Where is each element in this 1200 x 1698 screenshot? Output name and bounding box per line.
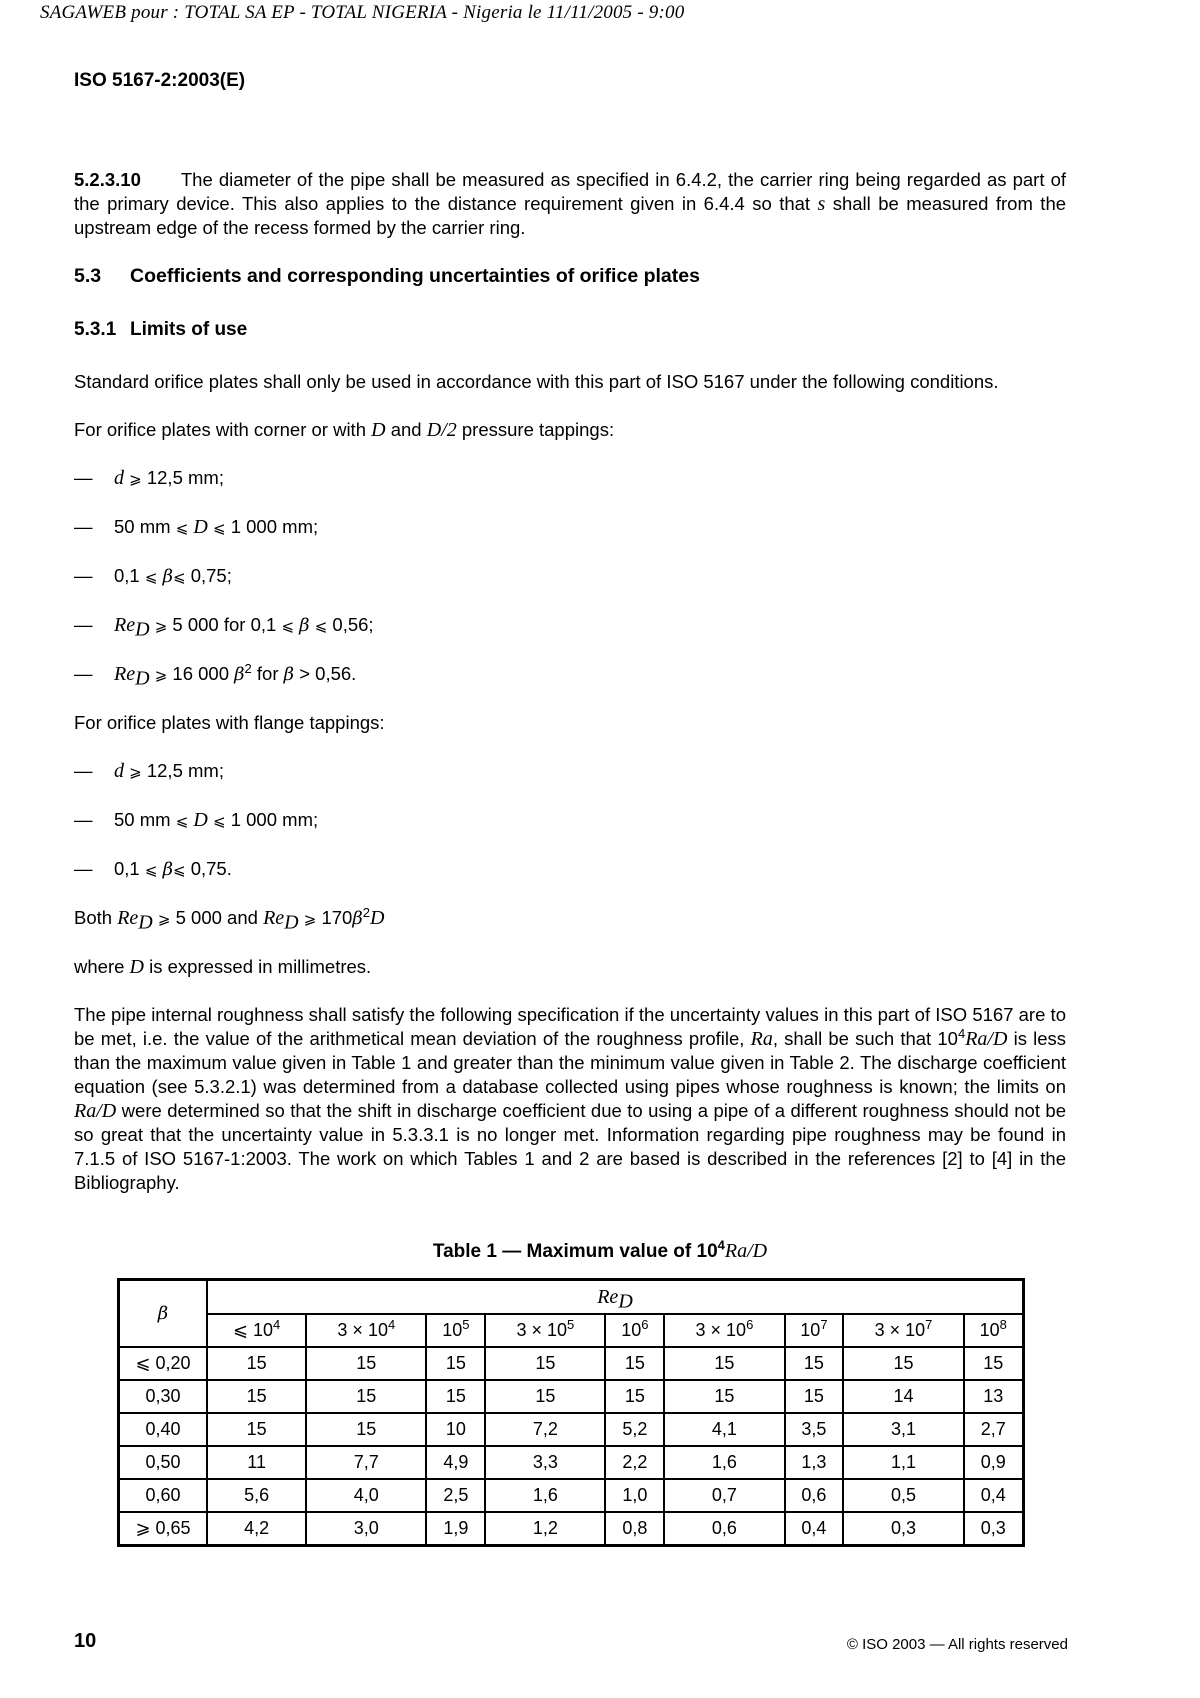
section-heading-5-3 xyxy=(74,264,1066,288)
re-value-base: ⩽ 10 xyxy=(232,1320,274,1340)
symbol-Ra: Ra xyxy=(750,1028,773,1050)
table-title-sup: 4 xyxy=(717,1237,725,1253)
value-cell: 1,6 xyxy=(664,1446,784,1479)
table-row xyxy=(119,1446,1024,1479)
condition-item xyxy=(74,857,1066,882)
value-cell: 7,7 xyxy=(306,1446,426,1479)
symbol-D: D xyxy=(129,956,144,978)
re-value-base: 10 xyxy=(442,1320,463,1340)
symbol-le: ⩽ xyxy=(213,812,226,830)
re-value-exponent: 6 xyxy=(746,1317,754,1332)
condition-text: for xyxy=(256,663,279,684)
superscript-2: 2 xyxy=(244,660,252,676)
where-note xyxy=(74,955,1066,979)
clause-5-2-3-10 xyxy=(74,168,1066,240)
re-value-base: 3 × 10 xyxy=(695,1320,747,1340)
value-cell: 14 xyxy=(843,1380,963,1413)
re-value-exponent: 5 xyxy=(462,1317,470,1332)
re-value-header xyxy=(964,1314,1024,1347)
table-row xyxy=(119,1347,1024,1380)
value-cell: 15 xyxy=(664,1380,784,1413)
re-values-header-row xyxy=(119,1314,1024,1347)
symbol-ge: ⩾ xyxy=(154,666,168,684)
dash: — xyxy=(74,760,93,781)
value-cell: 4,1 xyxy=(664,1413,784,1446)
both-value: 5 000 and xyxy=(175,907,258,928)
symbol-Re: Re xyxy=(114,614,136,636)
section-number: 5.3 xyxy=(74,265,102,287)
condition-item xyxy=(74,759,1066,784)
value-cell: 4,2 xyxy=(207,1512,306,1546)
symbol-D-half: D/2 xyxy=(426,419,457,441)
value-cell: 0,4 xyxy=(785,1512,844,1546)
roughness-text: is less than the maximum value given in Table 1 and greater than the minimum value given in Table 2. The discharge coefficient equation (see 5.3.2.1) was determined from a database collected using pipes whose roughness is known; the limits on xyxy=(74,1028,1067,1097)
value-cell: 15 xyxy=(426,1380,485,1413)
value-cell: 3,5 xyxy=(785,1413,844,1446)
beta-cell: ⩽ 0,20 xyxy=(119,1347,208,1380)
condition-value: 0,1 xyxy=(114,858,140,879)
value-cell: 11 xyxy=(207,1446,306,1479)
re-value-exponent: 8 xyxy=(999,1317,1007,1332)
roughness-text: The pipe internal roughness shall satisfy the following specification if the uncertainty values in this part of ISO 5167 are to be met, i.e. the value of the arithmetical mean deviation of the roughness profile, xyxy=(74,1004,1066,1049)
value-cell: 15 xyxy=(785,1380,844,1413)
re-column-group-header xyxy=(207,1280,1024,1315)
condition-value: 0,75; xyxy=(190,565,232,586)
value-cell: 0,6 xyxy=(664,1512,784,1546)
re-value-exponent: 7 xyxy=(925,1317,933,1332)
re-header-sub: D xyxy=(618,1290,633,1313)
table-1 xyxy=(117,1278,1025,1547)
re-value-base: 10 xyxy=(979,1320,1000,1340)
value-cell: 2,5 xyxy=(426,1479,485,1512)
re-value-exponent: 5 xyxy=(567,1317,575,1332)
value-cell: 15 xyxy=(306,1413,426,1446)
symbol-le: ⩽ xyxy=(281,617,295,635)
value-cell: 10 xyxy=(426,1413,485,1446)
roughness-text: , shall be such that 10 xyxy=(772,1028,958,1049)
value-cell: 0,9 xyxy=(964,1446,1024,1479)
value-cell: 15 xyxy=(485,1380,605,1413)
re-value-exponent: 7 xyxy=(820,1317,828,1332)
symbol-Re: Re xyxy=(117,907,139,929)
dash: — xyxy=(74,614,93,635)
dash: — xyxy=(74,467,93,488)
symbol-ge: ⩾ xyxy=(303,910,317,928)
beta-cell: 0,60 xyxy=(119,1479,208,1512)
symbol-sub-D: D xyxy=(138,911,153,934)
symbol-le: ⩽ xyxy=(175,519,189,537)
where-text: where xyxy=(74,956,125,977)
beta-header-text: β xyxy=(157,1303,169,1324)
table-row xyxy=(119,1380,1024,1413)
condition-value: 0,1 xyxy=(114,565,140,586)
symbol-ge: ⩾ xyxy=(129,470,142,488)
clause-text-b: shall be measured from the upstream edge of the recess formed by the carrier ring. xyxy=(74,193,1067,238)
value-cell: 15 xyxy=(426,1347,485,1380)
re-value-header xyxy=(426,1314,485,1347)
re-value-exponent: 4 xyxy=(387,1317,396,1332)
symbol-sub-D: D xyxy=(135,667,150,690)
symbol-RaD: Ra/D xyxy=(74,1100,117,1122)
table-1-title xyxy=(0,1237,1200,1263)
value-cell: 0,8 xyxy=(605,1512,664,1546)
symbol-sub-D: D xyxy=(284,911,299,934)
value-cell: 2,2 xyxy=(605,1446,664,1479)
re-header-text: Re xyxy=(597,1285,619,1308)
condition-value: 12,5 mm; xyxy=(146,467,224,488)
symbol-Re: Re xyxy=(263,907,285,929)
symbol-d: d xyxy=(114,467,124,489)
dash: — xyxy=(74,663,93,684)
body-content xyxy=(74,168,1066,1195)
value-cell: 1,1 xyxy=(843,1446,963,1479)
value-cell: 0,6 xyxy=(785,1479,844,1512)
condition-item xyxy=(74,808,1066,833)
value-cell: 5,2 xyxy=(605,1413,664,1446)
symbol-le: ⩽ xyxy=(144,861,158,879)
condition-value: 50 mm xyxy=(114,516,171,537)
condition-value: 0,75. xyxy=(190,858,232,879)
re-value-header xyxy=(664,1314,784,1347)
re-value-base: 3 × 10 xyxy=(516,1320,568,1340)
symbol-D: D xyxy=(193,809,208,831)
condition-value: 0,56. xyxy=(315,663,357,684)
intro-paragraph: Standard orifice plates shall only be used in accordance with this part of ISO 5167 under the following conditions. xyxy=(74,371,999,392)
value-cell: 1,2 xyxy=(485,1512,605,1546)
both-text: Both xyxy=(74,907,113,928)
value-cell: 15 xyxy=(605,1380,664,1413)
beta-cell: 0,40 xyxy=(119,1413,208,1446)
symbol-ge: ⩾ xyxy=(157,910,171,928)
symbol-beta: β xyxy=(299,615,310,636)
symbol-le: ⩽ xyxy=(213,519,226,537)
section-heading-5-3-1 xyxy=(74,318,1066,342)
value-cell: 2,7 xyxy=(964,1413,1024,1446)
value-cell: 1,3 xyxy=(785,1446,844,1479)
corner-intro-and: and xyxy=(390,419,422,440)
re-value-header xyxy=(306,1314,426,1347)
symbol-le: ⩽ xyxy=(172,861,186,879)
value-cell: 15 xyxy=(964,1347,1024,1380)
document-id: ISO 5167-2:2003(E) xyxy=(74,70,246,91)
condition-value: 16 000 xyxy=(172,663,229,684)
value-cell: 1,0 xyxy=(605,1479,664,1512)
condition-item xyxy=(74,466,1066,491)
value-cell: 15 xyxy=(485,1347,605,1380)
re-value-header xyxy=(605,1314,664,1347)
value-cell: 15 xyxy=(843,1347,963,1380)
table-body xyxy=(119,1347,1024,1546)
symbol-beta: β xyxy=(283,664,295,685)
value-cell: 15 xyxy=(207,1413,306,1446)
beta-column-header xyxy=(119,1280,208,1348)
page-number: 10 xyxy=(74,1630,97,1652)
dash: — xyxy=(74,809,93,830)
value-cell: 4,0 xyxy=(306,1479,426,1512)
where-text: is expressed in millimetres. xyxy=(149,956,372,977)
value-cell: 7,2 xyxy=(485,1413,605,1446)
value-cell: 0,3 xyxy=(964,1512,1024,1546)
roughness-text: were determined so that the shift in discharge coefficient due to using a pipe of a different roughness should not be so great that the uncertainty value in 5.3.3.1 is no longer met. Information regarding pipe roughness may be found in 7.1.5 of ISO 5167-1:2003. The work on which Tables 1 and 2 are based is described in the references [2] to [4] in the Bibliography. xyxy=(74,1100,1067,1193)
watermark: SAGAWEB pour : TOTAL SA EP - TOTAL NIGERIA - Nigeria le 11/11/2005 - 9:00 xyxy=(40,2,685,23)
value-cell: 0,4 xyxy=(964,1479,1024,1512)
re-value-header xyxy=(785,1314,844,1347)
value-cell: 3,0 xyxy=(306,1512,426,1546)
value-cell: 15 xyxy=(306,1380,426,1413)
value-cell: 15 xyxy=(605,1347,664,1380)
value-cell: 15 xyxy=(207,1380,306,1413)
subsection-title: Limits of use xyxy=(130,319,248,340)
value-cell: 13 xyxy=(964,1380,1024,1413)
value-cell: 15 xyxy=(306,1347,426,1380)
value-cell: 1,9 xyxy=(426,1512,485,1546)
value-cell: 5,6 xyxy=(207,1479,306,1512)
symbol-le: ⩽ xyxy=(175,812,189,830)
condition-value: 1 000 mm; xyxy=(230,516,319,537)
flange-intro: For orifice plates with flange tappings: xyxy=(74,712,385,733)
symbol-le: ⩽ xyxy=(144,568,158,586)
clause-number: 5.2.3.10 xyxy=(74,169,141,190)
value-cell: 3,1 xyxy=(843,1413,963,1446)
corner-intro-text-b: pressure tappings: xyxy=(461,419,615,440)
condition-item xyxy=(74,613,1066,641)
beta-cell: 0,50 xyxy=(119,1446,208,1479)
symbol-beta: β xyxy=(162,566,173,587)
symbol-D: D xyxy=(369,907,385,929)
table-row xyxy=(119,1479,1024,1512)
re-value-exponent: 4 xyxy=(273,1317,281,1332)
section-title: Coefficients and corresponding uncertainties of orifice plates xyxy=(130,265,700,287)
symbol-sub-D: D xyxy=(135,618,150,641)
copyright-notice: © ISO 2003 — All rights reserved xyxy=(846,1636,1068,1653)
table-row xyxy=(119,1512,1024,1546)
superscript-2: 2 xyxy=(362,904,370,920)
symbol-ge: ⩾ xyxy=(154,617,168,635)
dash: — xyxy=(74,516,93,537)
superscript-4: 4 xyxy=(957,1025,966,1041)
symbol-RaD: Ra/D xyxy=(965,1028,1008,1050)
beta-cell: 0,30 xyxy=(119,1380,208,1413)
condition-value: 0,56; xyxy=(332,614,374,635)
beta-cell: ⩾ 0,65 xyxy=(119,1512,208,1546)
symbol-ge: ⩾ xyxy=(129,763,142,781)
condition-value: 5 000 for 0,1 xyxy=(172,614,277,635)
symbol-s: s xyxy=(817,193,826,215)
value-cell: 15 xyxy=(785,1347,844,1380)
value-cell: 0,7 xyxy=(664,1479,784,1512)
value-cell: 15 xyxy=(207,1347,306,1380)
symbol-beta: β xyxy=(352,908,363,929)
value-cell: 0,5 xyxy=(843,1479,963,1512)
table-title-symbol: Ra/D xyxy=(724,1240,768,1262)
value-cell: 0,3 xyxy=(843,1512,963,1546)
re-value-header xyxy=(843,1314,963,1347)
re-value-exponent: 6 xyxy=(641,1317,649,1332)
re-value-base: 10 xyxy=(800,1320,821,1340)
corner-intro xyxy=(74,418,1066,442)
re-value-base: 3 × 10 xyxy=(337,1320,388,1340)
dash: — xyxy=(74,565,93,586)
condition-value: 1 000 mm; xyxy=(230,809,319,830)
condition-item xyxy=(74,660,1066,690)
condition-value: 12,5 mm; xyxy=(146,760,224,781)
symbol-le: ⩽ xyxy=(172,568,186,586)
table-title-text: Table 1 — Maximum value of 10 xyxy=(432,1241,718,1262)
re-value-header xyxy=(485,1314,605,1347)
table-row xyxy=(119,1413,1024,1446)
both-condition xyxy=(74,904,1066,934)
clause-text-a: The diameter of the pipe shall be measured as specified in 6.4.2, the carrier ring being regarded as part of the primary device. This also applies to the distance requirement given in 6.4.4 so that xyxy=(74,169,1066,214)
symbol-D: D xyxy=(193,516,208,538)
condition-item xyxy=(74,564,1066,589)
value-cell: 3,3 xyxy=(485,1446,605,1479)
symbol-beta: β xyxy=(162,859,173,880)
value-cell: 15 xyxy=(664,1347,784,1380)
subsection-number: 5.3.1 xyxy=(74,319,117,340)
value-cell: 4,9 xyxy=(426,1446,485,1479)
re-value-base: 3 × 10 xyxy=(874,1320,926,1340)
symbol-d: d xyxy=(114,760,124,782)
re-value-base: 10 xyxy=(621,1320,642,1340)
condition-item xyxy=(74,515,1066,540)
symbol-le: ⩽ xyxy=(314,617,328,635)
symbol-Re: Re xyxy=(114,663,136,685)
condition-value: 50 mm xyxy=(114,809,171,830)
symbol-beta: β xyxy=(234,664,245,685)
roughness-paragraph xyxy=(74,1003,1066,1195)
dash: — xyxy=(74,858,93,879)
symbol-D: D xyxy=(371,419,386,441)
value-cell: 1,6 xyxy=(485,1479,605,1512)
corner-intro-text-a: For orifice plates with corner or with xyxy=(74,419,366,440)
symbol-gt: > xyxy=(299,663,311,684)
re-value-header xyxy=(207,1314,306,1347)
both-value: 170 xyxy=(321,907,353,928)
